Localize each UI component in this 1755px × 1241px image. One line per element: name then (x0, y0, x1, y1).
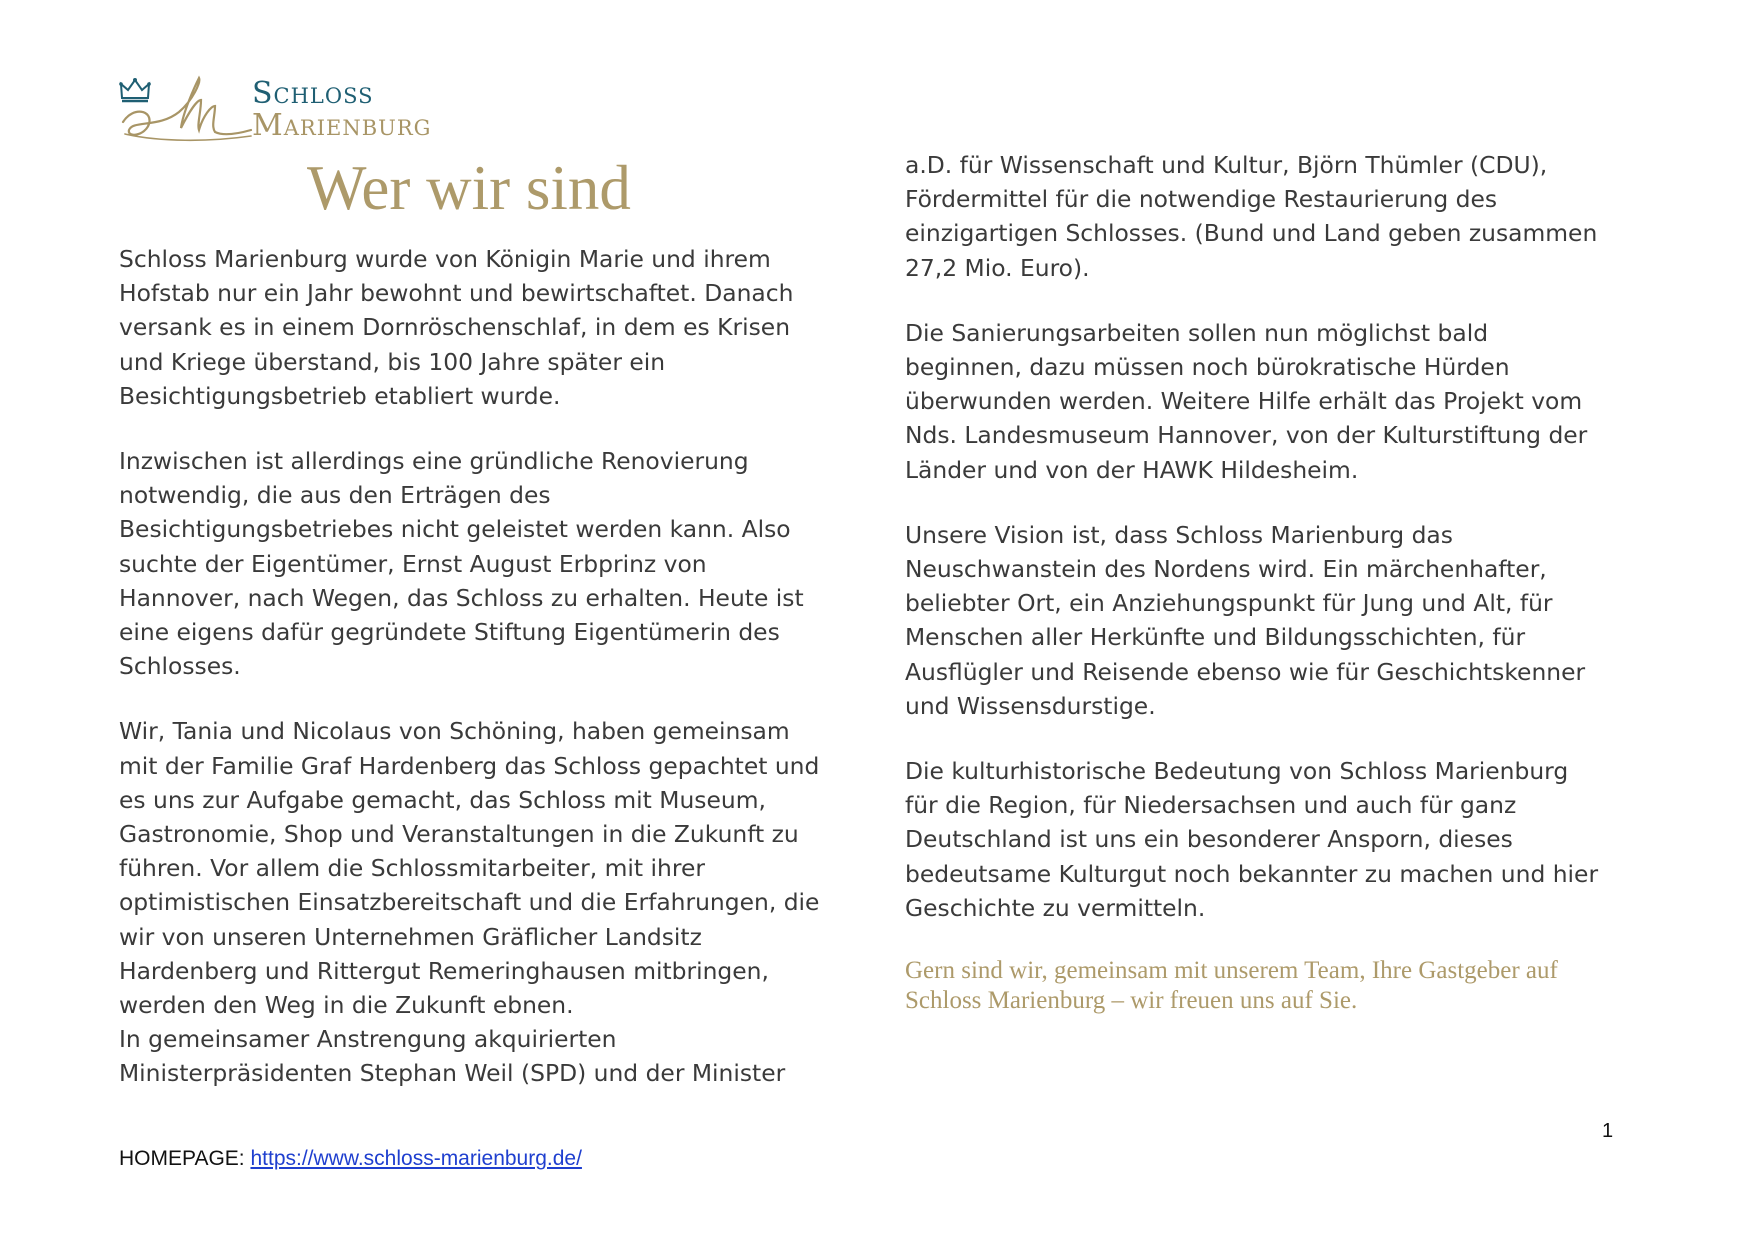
closing-greeting: Gern sind wir, gemeinsam mit unserem Team, Ihre Gastgeber auf Schloss Marienburg – wir freuen uns auf Sie. (905, 957, 1558, 1015)
monogram-flourish-icon (119, 72, 254, 144)
page-number: 1 (1602, 1120, 1614, 1142)
schloss-marienburg-logo (119, 72, 489, 144)
homepage-link[interactable]: https://www.schloss-marienburg.de/ (250, 1147, 582, 1170)
paragraph-renovation: Inzwischen ist allerdings eine gründliche Renovierung notwendig, die aus den Erträgen des Besichtigungsbetriebes nicht geleistet werden kann. Also suchte der Eigentümer, Ernst August Erbprinz von Hannover, nach Wegen, das Schloss zu erhalten. Heute ist eine eigens dafür gegründete Stiftung Eigentümerin des Schlosses. (119, 447, 804, 681)
paragraph-restoration-work: Die Sanierungsarbeiten sollen nun möglichst bald beginnen, dazu müssen noch bürokratische Hürden überwunden werden. Weitere Hilfe erhält das Projekt vom Nds. Landesmuseum Hannover, von der Kulturstiftung der Länder und von der HAWK Hildesheim. (905, 318, 1588, 484)
paragraph-history: Schloss Marienburg wurde von Königin Marie und ihrem Hofstab nur ein Jahr bewohnt und bewirtschaftet. Danach versank es in einem Dornröschenschlaf, in dem es Krisen und Kriege überstand, bis 100 Jahre später ein Besichtigungsbetrieb etabliert wurde. (119, 245, 794, 410)
page-title: Wer wir sind (307, 153, 631, 223)
paragraph-funding-continued: a.D. für Wissenschaft und Kultur, Björn Thümler (CDU), Fördermittel für die notwendige Restaurierung des einzigartigen Schlosses. (Bund und Land geben zusammen 27,2 Mio. Euro). (905, 151, 1598, 282)
paragraph-operators: Wir, Tania und Nicolaus von Schöning, haben gemeinsam mit der Familie Graf Hardenberg das Schloss gepachtet und es uns zur Aufgabe gemacht, das Schloss mit Museum, Gastronomie, Shop und Veranstaltungen in die Zukunft zu führen. Vor allem die Schlossmitarbeiter, mit ihrer optimistischen Einsatzbereitschaft und die Erfahrungen, die wir von unseren Unternehmen Gräflicher Landsitz Hardenberg und Rittergut Remeringhausen mitbringen, werden den Weg in die Zukunft ebnen. (119, 717, 820, 1020)
paragraph-funding-start: In gemeinsamer Anstrengung akquirierten Ministerpräsidenten Stephan Weil (SPD) und der Minister (119, 1025, 786, 1088)
right-column (905, 148, 1625, 1016)
homepage-label: HOMEPAGE: (119, 1147, 251, 1170)
logo-text-marienburg: Marienburg (252, 108, 432, 143)
paragraph-vision: Unsere Vision ist, dass Schloss Marienburg das Neuschwanstein des Nordens wird. Ein märchenhafter, beliebter Ort, ein Anziehungspunkt für Jung und Alt, für Menschen aller Herkünfte und Bildungsschichten, für Ausflügler und Reisende ebenso wie für Geschichtskenner und Wissensdurstige. (905, 520, 1586, 720)
left-column (119, 242, 839, 1091)
paragraph-cultural-significance: Die kulturhistorische Bedeutung von Schloss Marienburg für die Region, für Niedersachsen und auch für ganz Deutschland ist uns ein besonderer Ansporn, dieses bedeutsame Kulturgut noch bekannter zu machen und hier Geschichte zu vermitteln. (905, 757, 1599, 922)
footer-homepage (119, 1147, 582, 1171)
logo-text-schloss: Schloss (252, 76, 374, 111)
